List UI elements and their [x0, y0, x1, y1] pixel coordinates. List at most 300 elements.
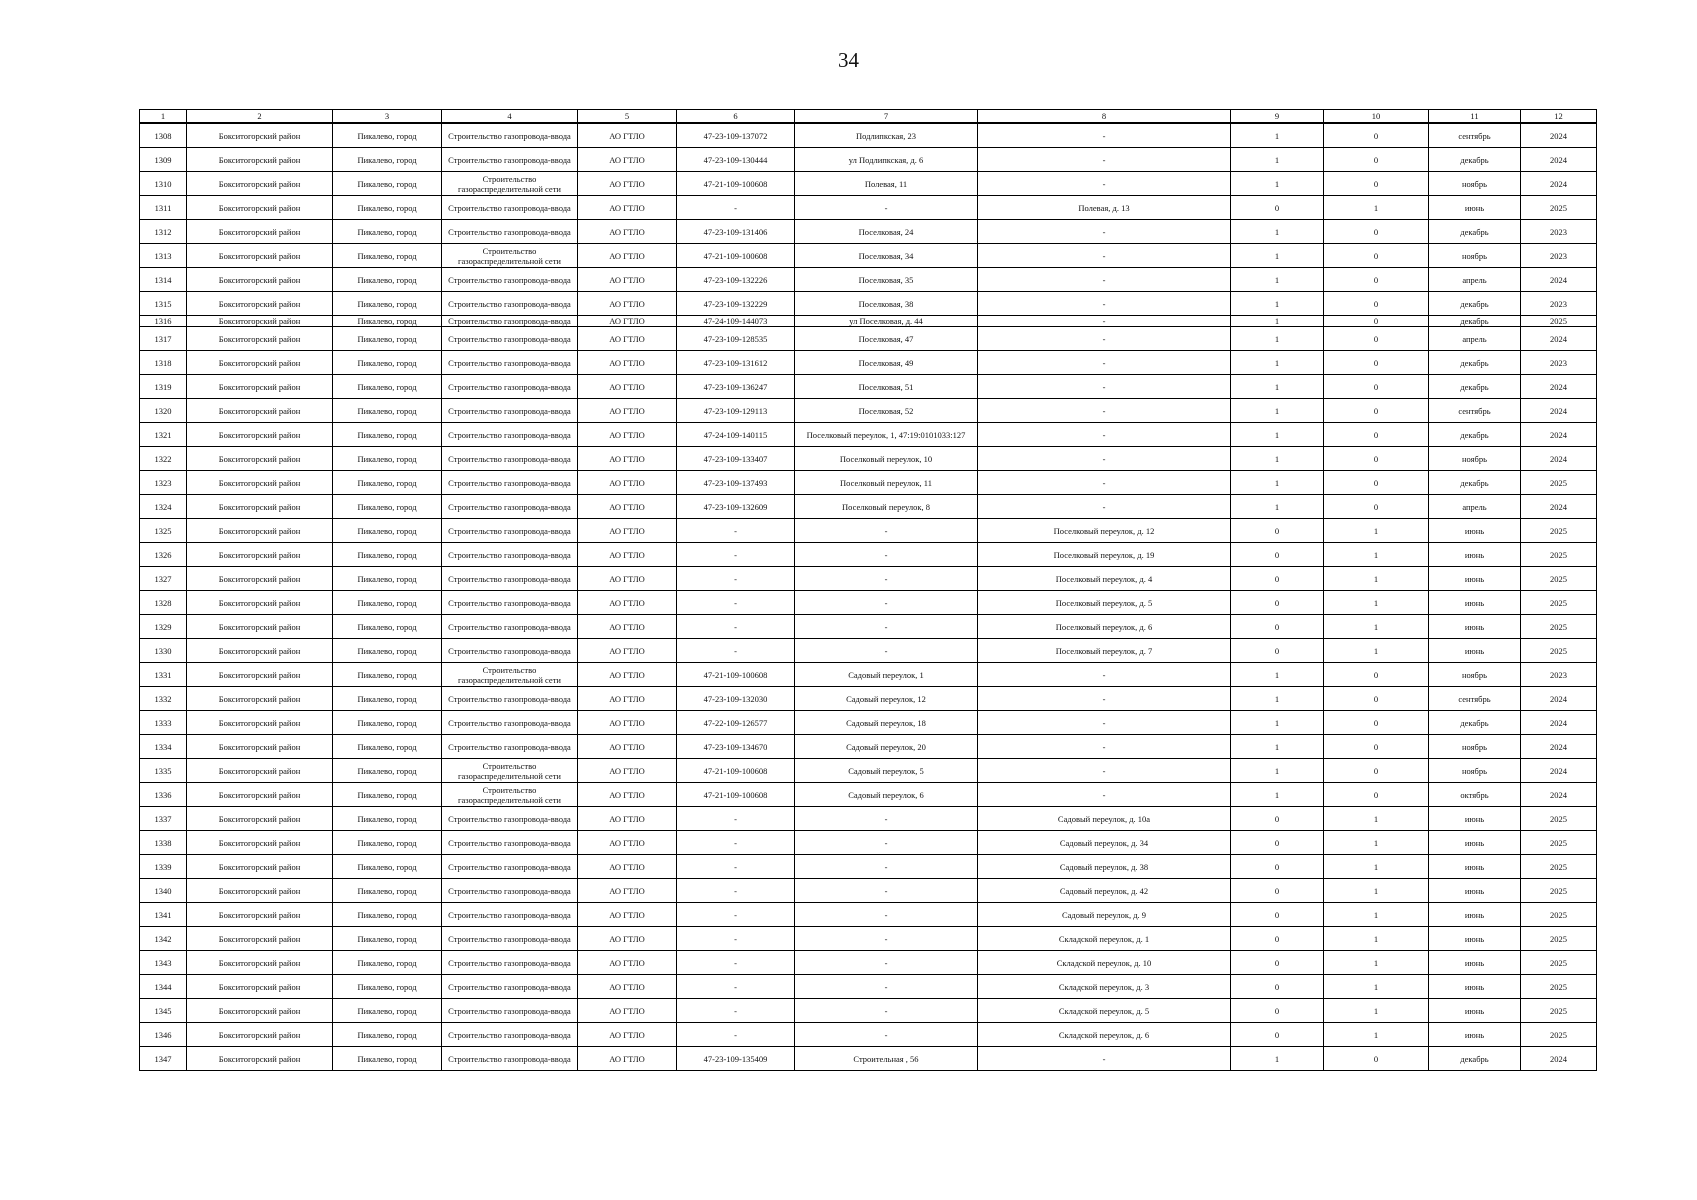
organization-cell: АО ГТЛО [578, 999, 677, 1023]
district-cell: Бокситогорский район [187, 148, 333, 172]
count-a-cell: 0 [1231, 903, 1324, 927]
program-code-cell: - [677, 543, 795, 567]
address-alt-cell: Складской переулок, д. 10 [978, 951, 1231, 975]
work-type-cell: Строительство газораспределительной сети [442, 172, 578, 196]
address-alt-cell: Садовый переулок, д. 10а [978, 807, 1231, 831]
district-cell: Бокситогорский район [187, 687, 333, 711]
address-alt-cell: - [978, 759, 1231, 783]
program-code-cell: 47-23-109-130444 [677, 148, 795, 172]
table-row [140, 975, 1597, 999]
count-a-cell: 0 [1231, 196, 1324, 220]
district-cell: Бокситогорский район [187, 807, 333, 831]
table-row [140, 831, 1597, 855]
address-alt-cell: - [978, 123, 1231, 148]
organization-cell: АО ГТЛО [578, 268, 677, 292]
year-cell: 2025 [1521, 999, 1597, 1023]
count-b-cell: 1 [1324, 951, 1429, 975]
address-alt-cell: Садовый переулок, д. 42 [978, 879, 1231, 903]
row-number-cell: 1341 [140, 903, 187, 927]
count-a-cell: 1 [1231, 316, 1324, 327]
settlement-cell: Пикалево, город [333, 123, 442, 148]
district-cell: Бокситогорский район [187, 123, 333, 148]
month-cell: июнь [1429, 591, 1521, 615]
settlement-cell: Пикалево, город [333, 519, 442, 543]
year-cell: 2025 [1521, 519, 1597, 543]
year-cell: 2024 [1521, 1047, 1597, 1071]
table-row [140, 855, 1597, 879]
work-type-cell: Строительство газопровода-ввода [442, 423, 578, 447]
address-alt-cell: - [978, 351, 1231, 375]
program-code-cell: 47-24-109-144073 [677, 316, 795, 327]
address-alt-cell: Садовый переулок, д. 38 [978, 855, 1231, 879]
column-header-3: 3 [333, 110, 442, 124]
count-b-cell: 0 [1324, 123, 1429, 148]
address-alt-cell: Поселковый переулок, д. 5 [978, 591, 1231, 615]
month-cell: декабрь [1429, 423, 1521, 447]
program-code-cell: 47-24-109-140115 [677, 423, 795, 447]
program-code-cell: - [677, 567, 795, 591]
work-type-cell: Строительство газопровода-ввода [442, 220, 578, 244]
settlement-cell: Пикалево, город [333, 244, 442, 268]
program-code-cell: - [677, 639, 795, 663]
work-type-cell: Строительство газопровода-ввода [442, 927, 578, 951]
month-cell: июнь [1429, 639, 1521, 663]
organization-cell: АО ГТЛО [578, 927, 677, 951]
settlement-cell: Пикалево, город [333, 759, 442, 783]
month-cell: июнь [1429, 615, 1521, 639]
work-type-cell: Строительство газопровода-ввода [442, 327, 578, 351]
count-b-cell: 0 [1324, 735, 1429, 759]
count-b-cell: 0 [1324, 351, 1429, 375]
organization-cell: АО ГТЛО [578, 687, 677, 711]
district-cell: Бокситогорский район [187, 903, 333, 927]
address-cell: Поселковый переулок, 1, 47:19:0101033:127 [795, 423, 978, 447]
work-type-cell: Строительство газопровода-ввода [442, 148, 578, 172]
work-type-cell: Строительство газопровода-ввода [442, 879, 578, 903]
column-header-6: 6 [677, 110, 795, 124]
address-cell: - [795, 807, 978, 831]
settlement-cell: Пикалево, город [333, 268, 442, 292]
program-code-cell: 47-23-109-135409 [677, 1047, 795, 1071]
address-alt-cell: - [978, 268, 1231, 292]
table-row [140, 615, 1597, 639]
settlement-cell: Пикалево, город [333, 148, 442, 172]
district-cell: Бокситогорский район [187, 735, 333, 759]
settlement-cell: Пикалево, город [333, 567, 442, 591]
year-cell: 2025 [1521, 591, 1597, 615]
row-number-cell: 1338 [140, 831, 187, 855]
organization-cell: АО ГТЛО [578, 196, 677, 220]
count-a-cell: 1 [1231, 375, 1324, 399]
settlement-cell: Пикалево, город [333, 495, 442, 519]
settlement-cell: Пикалево, город [333, 316, 442, 327]
month-cell: ноябрь [1429, 759, 1521, 783]
address-alt-cell: Поселковый переулок, д. 6 [978, 615, 1231, 639]
work-type-cell: Строительство газопровода-ввода [442, 316, 578, 327]
address-cell: Поселковая, 52 [795, 399, 978, 423]
address-cell: Поселковый переулок, 8 [795, 495, 978, 519]
count-a-cell: 1 [1231, 327, 1324, 351]
settlement-cell: Пикалево, город [333, 807, 442, 831]
count-a-cell: 0 [1231, 927, 1324, 951]
column-header-1: 1 [140, 110, 187, 124]
count-b-cell: 0 [1324, 327, 1429, 351]
organization-cell: АО ГТЛО [578, 399, 677, 423]
settlement-cell: Пикалево, город [333, 292, 442, 316]
table-row [140, 567, 1597, 591]
year-cell: 2024 [1521, 123, 1597, 148]
work-type-cell: Строительство газопровода-ввода [442, 735, 578, 759]
count-b-cell: 0 [1324, 244, 1429, 268]
address-cell: - [795, 543, 978, 567]
count-a-cell: 1 [1231, 1047, 1324, 1071]
settlement-cell: Пикалево, город [333, 927, 442, 951]
month-cell: декабрь [1429, 375, 1521, 399]
year-cell: 2025 [1521, 615, 1597, 639]
address-alt-cell: - [978, 711, 1231, 735]
count-b-cell: 0 [1324, 447, 1429, 471]
district-cell: Бокситогорский район [187, 975, 333, 999]
work-type-cell: Строительство газопровода-ввода [442, 495, 578, 519]
address-cell: - [795, 903, 978, 927]
organization-cell: АО ГТЛО [578, 831, 677, 855]
row-number-cell: 1330 [140, 639, 187, 663]
month-cell: апрель [1429, 327, 1521, 351]
count-a-cell: 1 [1231, 423, 1324, 447]
count-b-cell: 0 [1324, 172, 1429, 196]
table-row [140, 879, 1597, 903]
district-cell: Бокситогорский район [187, 543, 333, 567]
address-cell: Поселковая, 47 [795, 327, 978, 351]
column-header-5: 5 [578, 110, 677, 124]
work-type-cell: Строительство газопровода-ввода [442, 591, 578, 615]
address-alt-cell: Складской переулок, д. 6 [978, 1023, 1231, 1047]
row-number-cell: 1317 [140, 327, 187, 351]
work-type-cell: Строительство газопровода-ввода [442, 519, 578, 543]
organization-cell: АО ГТЛО [578, 519, 677, 543]
address-cell: Поселковая, 38 [795, 292, 978, 316]
year-cell: 2025 [1521, 855, 1597, 879]
month-cell: сентябрь [1429, 123, 1521, 148]
program-code-cell: 47-21-109-100608 [677, 759, 795, 783]
row-number-cell: 1318 [140, 351, 187, 375]
work-type-cell: Строительство газораспределительной сети [442, 663, 578, 687]
row-number-cell: 1312 [140, 220, 187, 244]
count-b-cell: 0 [1324, 316, 1429, 327]
organization-cell: АО ГТЛО [578, 855, 677, 879]
work-type-cell: Строительство газопровода-ввода [442, 639, 578, 663]
work-type-cell: Строительство газопровода-ввода [442, 351, 578, 375]
address-cell: ул Поселковая, д. 44 [795, 316, 978, 327]
table-row [140, 268, 1597, 292]
month-cell: апрель [1429, 495, 1521, 519]
year-cell: 2023 [1521, 292, 1597, 316]
column-header-4: 4 [442, 110, 578, 124]
settlement-cell: Пикалево, город [333, 831, 442, 855]
year-cell: 2025 [1521, 903, 1597, 927]
count-a-cell: 1 [1231, 783, 1324, 807]
work-type-cell: Строительство газопровода-ввода [442, 831, 578, 855]
count-a-cell: 0 [1231, 1023, 1324, 1047]
month-cell: июнь [1429, 903, 1521, 927]
row-number-cell: 1331 [140, 663, 187, 687]
program-code-cell: - [677, 519, 795, 543]
year-cell: 2025 [1521, 196, 1597, 220]
year-cell: 2025 [1521, 471, 1597, 495]
count-b-cell: 1 [1324, 1023, 1429, 1047]
address-cell: - [795, 196, 978, 220]
table-body [140, 123, 1597, 1071]
count-a-cell: 0 [1231, 879, 1324, 903]
row-number-cell: 1310 [140, 172, 187, 196]
year-cell: 2024 [1521, 327, 1597, 351]
address-cell: - [795, 831, 978, 855]
program-code-cell: 47-21-109-100608 [677, 244, 795, 268]
address-alt-cell: - [978, 327, 1231, 351]
count-b-cell: 0 [1324, 1047, 1429, 1071]
month-cell: сентябрь [1429, 399, 1521, 423]
count-a-cell: 0 [1231, 807, 1324, 831]
row-number-cell: 1346 [140, 1023, 187, 1047]
table-row [140, 759, 1597, 783]
count-b-cell: 0 [1324, 711, 1429, 735]
address-alt-cell: - [978, 687, 1231, 711]
year-cell: 2024 [1521, 399, 1597, 423]
month-cell: июнь [1429, 855, 1521, 879]
month-cell: сентябрь [1429, 687, 1521, 711]
settlement-cell: Пикалево, город [333, 687, 442, 711]
address-cell: Поселковая, 34 [795, 244, 978, 268]
district-cell: Бокситогорский район [187, 567, 333, 591]
organization-cell: АО ГТЛО [578, 351, 677, 375]
month-cell: декабрь [1429, 148, 1521, 172]
address-cell: Садовый переулок, 20 [795, 735, 978, 759]
month-cell: ноябрь [1429, 663, 1521, 687]
district-cell: Бокситогорский район [187, 711, 333, 735]
count-a-cell: 1 [1231, 351, 1324, 375]
year-cell: 2023 [1521, 351, 1597, 375]
settlement-cell: Пикалево, город [333, 903, 442, 927]
address-alt-cell: Садовый переулок, д. 9 [978, 903, 1231, 927]
count-a-cell: 1 [1231, 447, 1324, 471]
count-b-cell: 0 [1324, 292, 1429, 316]
program-code-cell: - [677, 879, 795, 903]
year-cell: 2025 [1521, 567, 1597, 591]
count-b-cell: 0 [1324, 423, 1429, 447]
table-row [140, 687, 1597, 711]
district-cell: Бокситогорский район [187, 951, 333, 975]
table-row [140, 999, 1597, 1023]
count-a-cell: 1 [1231, 687, 1324, 711]
page-number: 34 [838, 48, 859, 72]
district-cell: Бокситогорский район [187, 1047, 333, 1071]
row-number-cell: 1319 [140, 375, 187, 399]
month-cell: октябрь [1429, 783, 1521, 807]
table-row [140, 351, 1597, 375]
count-a-cell: 1 [1231, 495, 1324, 519]
count-b-cell: 1 [1324, 519, 1429, 543]
work-type-cell: Строительство газопровода-ввода [442, 615, 578, 639]
table-row [140, 244, 1597, 268]
year-cell: 2024 [1521, 735, 1597, 759]
work-type-cell: Строительство газопровода-ввода [442, 903, 578, 927]
row-number-cell: 1342 [140, 927, 187, 951]
settlement-cell: Пикалево, город [333, 735, 442, 759]
organization-cell: АО ГТЛО [578, 567, 677, 591]
year-cell: 2024 [1521, 268, 1597, 292]
table-row [140, 711, 1597, 735]
month-cell: декабрь [1429, 711, 1521, 735]
work-type-cell: Строительство газопровода-ввода [442, 375, 578, 399]
organization-cell: АО ГТЛО [578, 543, 677, 567]
program-code-cell: 47-23-109-129113 [677, 399, 795, 423]
table-row [140, 123, 1597, 148]
count-b-cell: 1 [1324, 903, 1429, 927]
table-row [140, 807, 1597, 831]
column-header-11: 11 [1429, 110, 1521, 124]
year-cell: 2023 [1521, 663, 1597, 687]
address-alt-cell: - [978, 447, 1231, 471]
address-alt-cell: Поселковый переулок, д. 4 [978, 567, 1231, 591]
address-cell: Садовый переулок, 6 [795, 783, 978, 807]
count-a-cell: 0 [1231, 855, 1324, 879]
settlement-cell: Пикалево, город [333, 639, 442, 663]
address-cell: - [795, 855, 978, 879]
row-number-cell: 1322 [140, 447, 187, 471]
address-cell: Поселковый переулок, 11 [795, 471, 978, 495]
address-alt-cell: Полевая, д. 13 [978, 196, 1231, 220]
work-type-cell: Строительство газопровода-ввода [442, 975, 578, 999]
count-b-cell: 0 [1324, 495, 1429, 519]
settlement-cell: Пикалево, город [333, 663, 442, 687]
count-b-cell: 1 [1324, 855, 1429, 879]
month-cell: апрель [1429, 268, 1521, 292]
count-b-cell: 1 [1324, 927, 1429, 951]
count-b-cell: 0 [1324, 783, 1429, 807]
table-row [140, 735, 1597, 759]
address-cell: Поселковый переулок, 10 [795, 447, 978, 471]
settlement-cell: Пикалево, город [333, 375, 442, 399]
organization-cell: АО ГТЛО [578, 951, 677, 975]
organization-cell: АО ГТЛО [578, 375, 677, 399]
year-cell: 2024 [1521, 375, 1597, 399]
address-alt-cell: - [978, 148, 1231, 172]
organization-cell: АО ГТЛО [578, 1047, 677, 1071]
district-cell: Бокситогорский район [187, 519, 333, 543]
program-code-cell: - [677, 927, 795, 951]
district-cell: Бокситогорский район [187, 759, 333, 783]
work-type-cell: Строительство газопровода-ввода [442, 1023, 578, 1047]
organization-cell: АО ГТЛО [578, 711, 677, 735]
district-cell: Бокситогорский район [187, 639, 333, 663]
table-row [140, 375, 1597, 399]
settlement-cell: Пикалево, город [333, 783, 442, 807]
address-alt-cell: - [978, 471, 1231, 495]
settlement-cell: Пикалево, город [333, 327, 442, 351]
district-cell: Бокситогорский район [187, 268, 333, 292]
row-number-cell: 1339 [140, 855, 187, 879]
district-cell: Бокситогорский район [187, 327, 333, 351]
organization-cell: АО ГТЛО [578, 807, 677, 831]
count-b-cell: 0 [1324, 663, 1429, 687]
count-b-cell: 1 [1324, 879, 1429, 903]
count-a-cell: 0 [1231, 975, 1324, 999]
program-code-cell: 47-23-109-131406 [677, 220, 795, 244]
program-code-cell: 47-23-109-136247 [677, 375, 795, 399]
column-header-2: 2 [187, 110, 333, 124]
program-code-cell: 47-21-109-100608 [677, 663, 795, 687]
table-header [140, 110, 1597, 124]
count-a-cell: 0 [1231, 591, 1324, 615]
month-cell: июнь [1429, 975, 1521, 999]
work-type-cell: Строительство газопровода-ввода [442, 447, 578, 471]
row-number-cell: 1309 [140, 148, 187, 172]
program-code-cell: - [677, 999, 795, 1023]
count-b-cell: 1 [1324, 831, 1429, 855]
organization-cell: АО ГТЛО [578, 1023, 677, 1047]
district-cell: Бокситогорский район [187, 244, 333, 268]
address-alt-cell: Складской переулок, д. 1 [978, 927, 1231, 951]
table-row [140, 399, 1597, 423]
month-cell: ноябрь [1429, 447, 1521, 471]
month-cell: ноябрь [1429, 244, 1521, 268]
program-code-cell: 47-23-109-137493 [677, 471, 795, 495]
organization-cell: АО ГТЛО [578, 316, 677, 327]
organization-cell: АО ГТЛО [578, 663, 677, 687]
count-b-cell: 0 [1324, 268, 1429, 292]
organization-cell: АО ГТЛО [578, 172, 677, 196]
district-cell: Бокситогорский район [187, 783, 333, 807]
row-number-cell: 1334 [140, 735, 187, 759]
address-cell: - [795, 975, 978, 999]
column-header-12: 12 [1521, 110, 1597, 124]
count-a-cell: 0 [1231, 951, 1324, 975]
month-cell: июнь [1429, 567, 1521, 591]
count-a-cell: 0 [1231, 999, 1324, 1023]
organization-cell: АО ГТЛО [578, 123, 677, 148]
organization-cell: АО ГТЛО [578, 903, 677, 927]
row-number-cell: 1345 [140, 999, 187, 1023]
year-cell: 2025 [1521, 543, 1597, 567]
work-type-cell: Строительство газопровода-ввода [442, 268, 578, 292]
address-alt-cell: Поселковый переулок, д. 19 [978, 543, 1231, 567]
program-code-cell: 47-23-109-132030 [677, 687, 795, 711]
row-number-cell: 1327 [140, 567, 187, 591]
address-cell: Садовый переулок, 12 [795, 687, 978, 711]
address-cell: - [795, 951, 978, 975]
row-number-cell: 1321 [140, 423, 187, 447]
year-cell: 2023 [1521, 244, 1597, 268]
settlement-cell: Пикалево, город [333, 172, 442, 196]
year-cell: 2025 [1521, 807, 1597, 831]
row-number-cell: 1323 [140, 471, 187, 495]
count-a-cell: 1 [1231, 268, 1324, 292]
month-cell: июнь [1429, 543, 1521, 567]
work-type-cell: Строительство газопровода-ввода [442, 292, 578, 316]
work-type-cell: Строительство газопровода-ввода [442, 807, 578, 831]
count-a-cell: 1 [1231, 172, 1324, 196]
settlement-cell: Пикалево, город [333, 423, 442, 447]
address-cell: - [795, 519, 978, 543]
program-code-cell: 47-23-109-132229 [677, 292, 795, 316]
program-code-cell: 47-23-109-132226 [677, 268, 795, 292]
program-code-cell: 47-21-109-100608 [677, 172, 795, 196]
settlement-cell: Пикалево, город [333, 447, 442, 471]
table-row [140, 951, 1597, 975]
settlement-cell: Пикалево, город [333, 951, 442, 975]
month-cell: декабрь [1429, 316, 1521, 327]
address-alt-cell: Садовый переулок, д. 34 [978, 831, 1231, 855]
